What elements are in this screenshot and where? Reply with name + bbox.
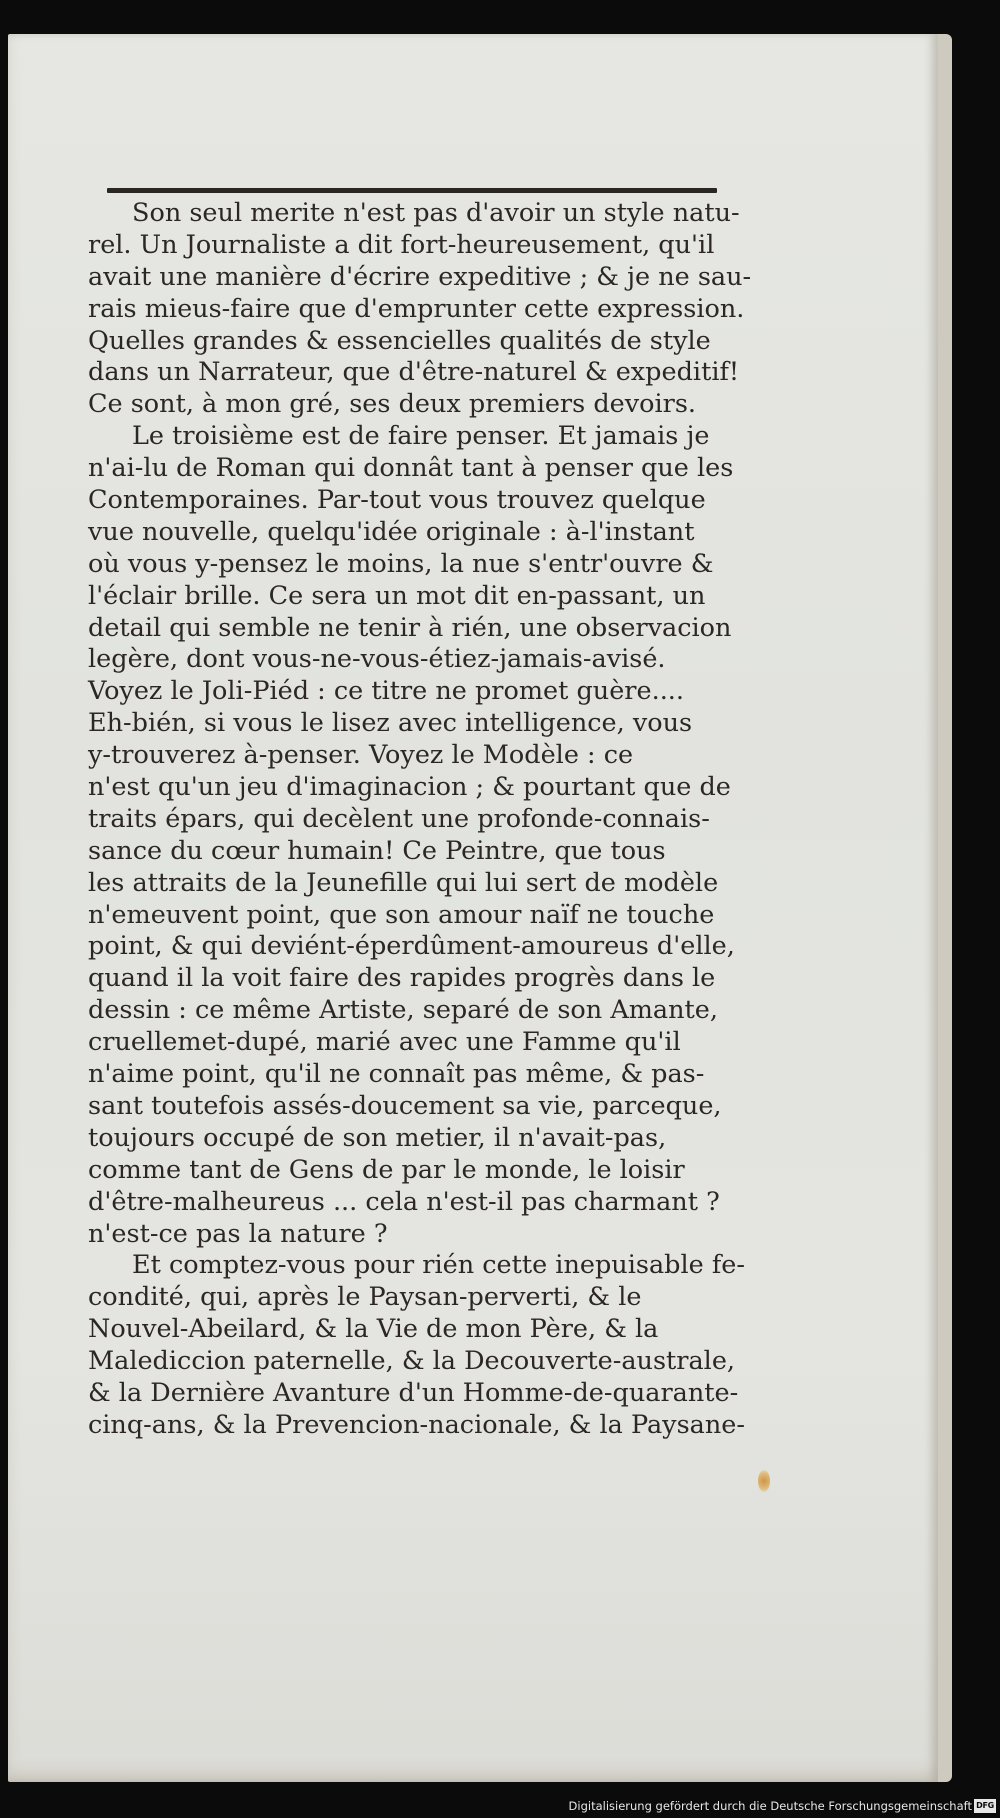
text-line: & la Dernière Avanture d'un Homme-de-quarante-: [88, 1377, 739, 1408]
text-line: Le troisième est de faire penser. Et jamais je: [132, 421, 710, 452]
text-line: Ce sont, à mon gré, ses deux premiers devoirs.: [88, 389, 697, 420]
text-line: cruellemet-dupé, marié avec une Famme qu'il: [88, 1027, 681, 1058]
text-line: traits épars, qui decèlent une profonde-connais-: [88, 803, 710, 834]
text-line: dans un Narrateur, que d'être-naturel & expeditif!: [88, 357, 740, 388]
text-line: Et comptez-vous pour rién cette inepuisable fe-: [132, 1250, 745, 1281]
text-line: Voyez le Joli-Piéd : ce titre ne promet guère....: [88, 676, 685, 707]
text-line: avait une manière d'écrire expeditive ; & je ne sau-: [88, 261, 752, 292]
header-rule: [107, 188, 717, 193]
text-line: rel. Un Journaliste a dit fort-heureusement, qu'il: [88, 229, 715, 260]
body-text: [88, 198, 752, 1442]
footer-credit: Digitalisierung gefördert durch die Deutsche Forschungsgemeinschaft: [568, 1799, 972, 1813]
paragraph: [88, 198, 752, 421]
dfg-logo-icon: DFG: [974, 1799, 996, 1813]
text-line: les attraits de la Jeunefille qui lui sert de modèle: [88, 867, 719, 898]
paragraph: [88, 1250, 745, 1441]
text-line: quand il la voit faire des rapides progrès dans le: [88, 963, 716, 994]
text-line: condité, qui, après le Paysan-perverti, & le: [88, 1282, 642, 1313]
footer-bar: [0, 1792, 1000, 1818]
text-line: Contemporaines. Par-tout vous trouvez quelque: [88, 485, 706, 516]
text-line: n'aime point, qu'il ne connaît pas même, & pas-: [88, 1059, 705, 1090]
text-line: où vous y-pensez le moins, la nue s'entr'ouvre &: [88, 548, 714, 579]
text-line: dessin : ce même Artiste, separé de son Amante,: [88, 995, 718, 1026]
text-line: y-trouverez à-penser. Voyez le Modèle : ce: [88, 740, 634, 771]
text-line: sant toutefois assés-doucement sa vie, parceque,: [88, 1090, 722, 1121]
text-line: d'être-malheureus ... cela n'est-il pas charmant ?: [88, 1186, 720, 1217]
text-line: vue nouvelle, quelqu'idée originale : à-l'instant: [88, 516, 695, 547]
text-line: legère, dont vous-ne-vous-étiez-jamais-avisé.: [88, 644, 666, 675]
text-line: toujours occupé de son metier, il n'avait-pas,: [88, 1122, 667, 1153]
text-line: n'est-ce pas la nature ?: [88, 1218, 388, 1249]
text-line: Nouvel-Abeilard, & la Vie de mon Père, & la: [88, 1314, 659, 1345]
text-line: comme tant de Gens de par le monde, le loisir: [88, 1154, 685, 1185]
text-line: sance du cœur humain! Ce Peintre, que tous: [88, 835, 666, 866]
text-line: n'ai-lu de Roman qui donnât tant à penser que les: [88, 453, 734, 484]
text-line: Son seul merite n'est pas d'avoir un style natu-: [132, 198, 740, 228]
text-line: rais mieus-faire que d'emprunter cette expression.: [88, 293, 745, 324]
text-line: Malediccion paternelle, & la Decouverte-australe,: [88, 1346, 736, 1377]
text-line: point, & qui deviént-éperdûment-amoureus d'elle,: [88, 931, 735, 962]
text-line: n'emeuvent point, que son amour naïf ne touche: [88, 899, 715, 930]
text-line: detail qui semble ne tenir à rién, une observacion: [88, 612, 732, 643]
text-line: cinq-ans, & la Prevencion-nacionale, & la Paysane-: [88, 1409, 745, 1440]
text-line: l'éclair brille. Ce sera un mot dit en-passant, un: [88, 580, 706, 611]
text-line: Quelles grandes & essencielles qualités de style: [88, 325, 711, 356]
page-stain: [758, 1470, 770, 1492]
text-line: n'est qu'un jeu d'imaginacion ; & pourtant que de: [88, 772, 731, 803]
text-line: Eh-bién, si vous le lisez avec intelligence, vous: [88, 708, 693, 739]
paragraph: [88, 421, 735, 1250]
